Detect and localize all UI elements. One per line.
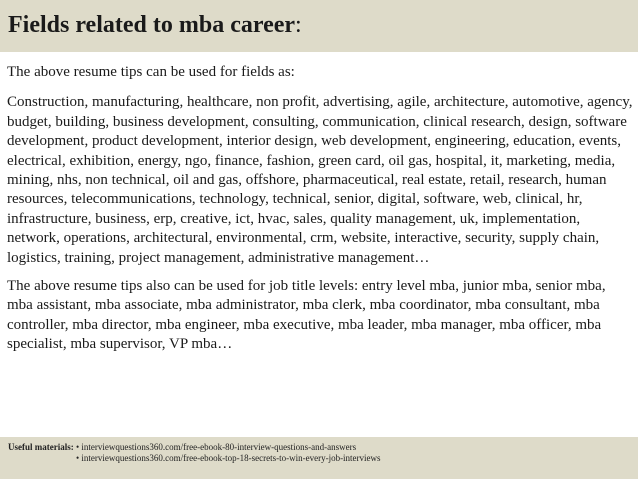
content-area <box>7 63 633 364</box>
job-levels-paragraph: The above resume tips also can be used for job title levels: entry level mba, junior mba, senior mba, mba assistant, mba associate, mba administrator, mba clerk, mba coordinator, mba consultant, mba controller, mba director, mba engineer, mba executive, mba leader, mba manager, mba officer, mba specialist, mba supervisor, VP mba… <box>7 278 606 353</box>
footer-row-1 <box>8 442 381 453</box>
useful-materials-label: Useful materials: <box>8 442 74 452</box>
footer-bar <box>0 437 638 479</box>
useful-materials <box>8 442 381 464</box>
page-title-colon: : <box>295 12 302 38</box>
footer-row-2 <box>8 453 381 464</box>
fields-paragraph: Construction, manufacturing, healthcare, non profit, advertising, agile, architecture, automotive, agency, budget, building, business development, consulting, communication, clinical research, design, software development, product development, interior design, web development, engineering, education, events, electrical, exhibition, energy, ngo, finance, fashion, green card, oil gas, hospital, it, marketing, media, mining, nhs, non technical, oil and gas, offshore, pharmaceutical, real estate, retail, research, human resources, telecommunications, technology, technical, senior, digital, software, web, clinical, hr, infrastructure, business, erp, creative, ict, hvac, sales, quality management, uk, implementation, network, operations, architectural, environmental, crm, website, interactive, security, supply chain, logistics, training, project management, administrative management… <box>7 94 633 266</box>
page-title <box>8 10 302 40</box>
page-title-text: Fields related to mba career <box>8 12 296 38</box>
intro-paragraph: The above resume tips can be used for fields as: <box>7 64 295 80</box>
title-bar <box>0 0 638 52</box>
footer-link-2[interactable]: • interviewquestions360.com/free-ebook-top-18-secrets-to-win-every-job-interviews <box>76 453 381 463</box>
footer-link-1[interactable]: • interviewquestions360.com/free-ebook-80-interview-questions-and-answers <box>76 442 357 452</box>
